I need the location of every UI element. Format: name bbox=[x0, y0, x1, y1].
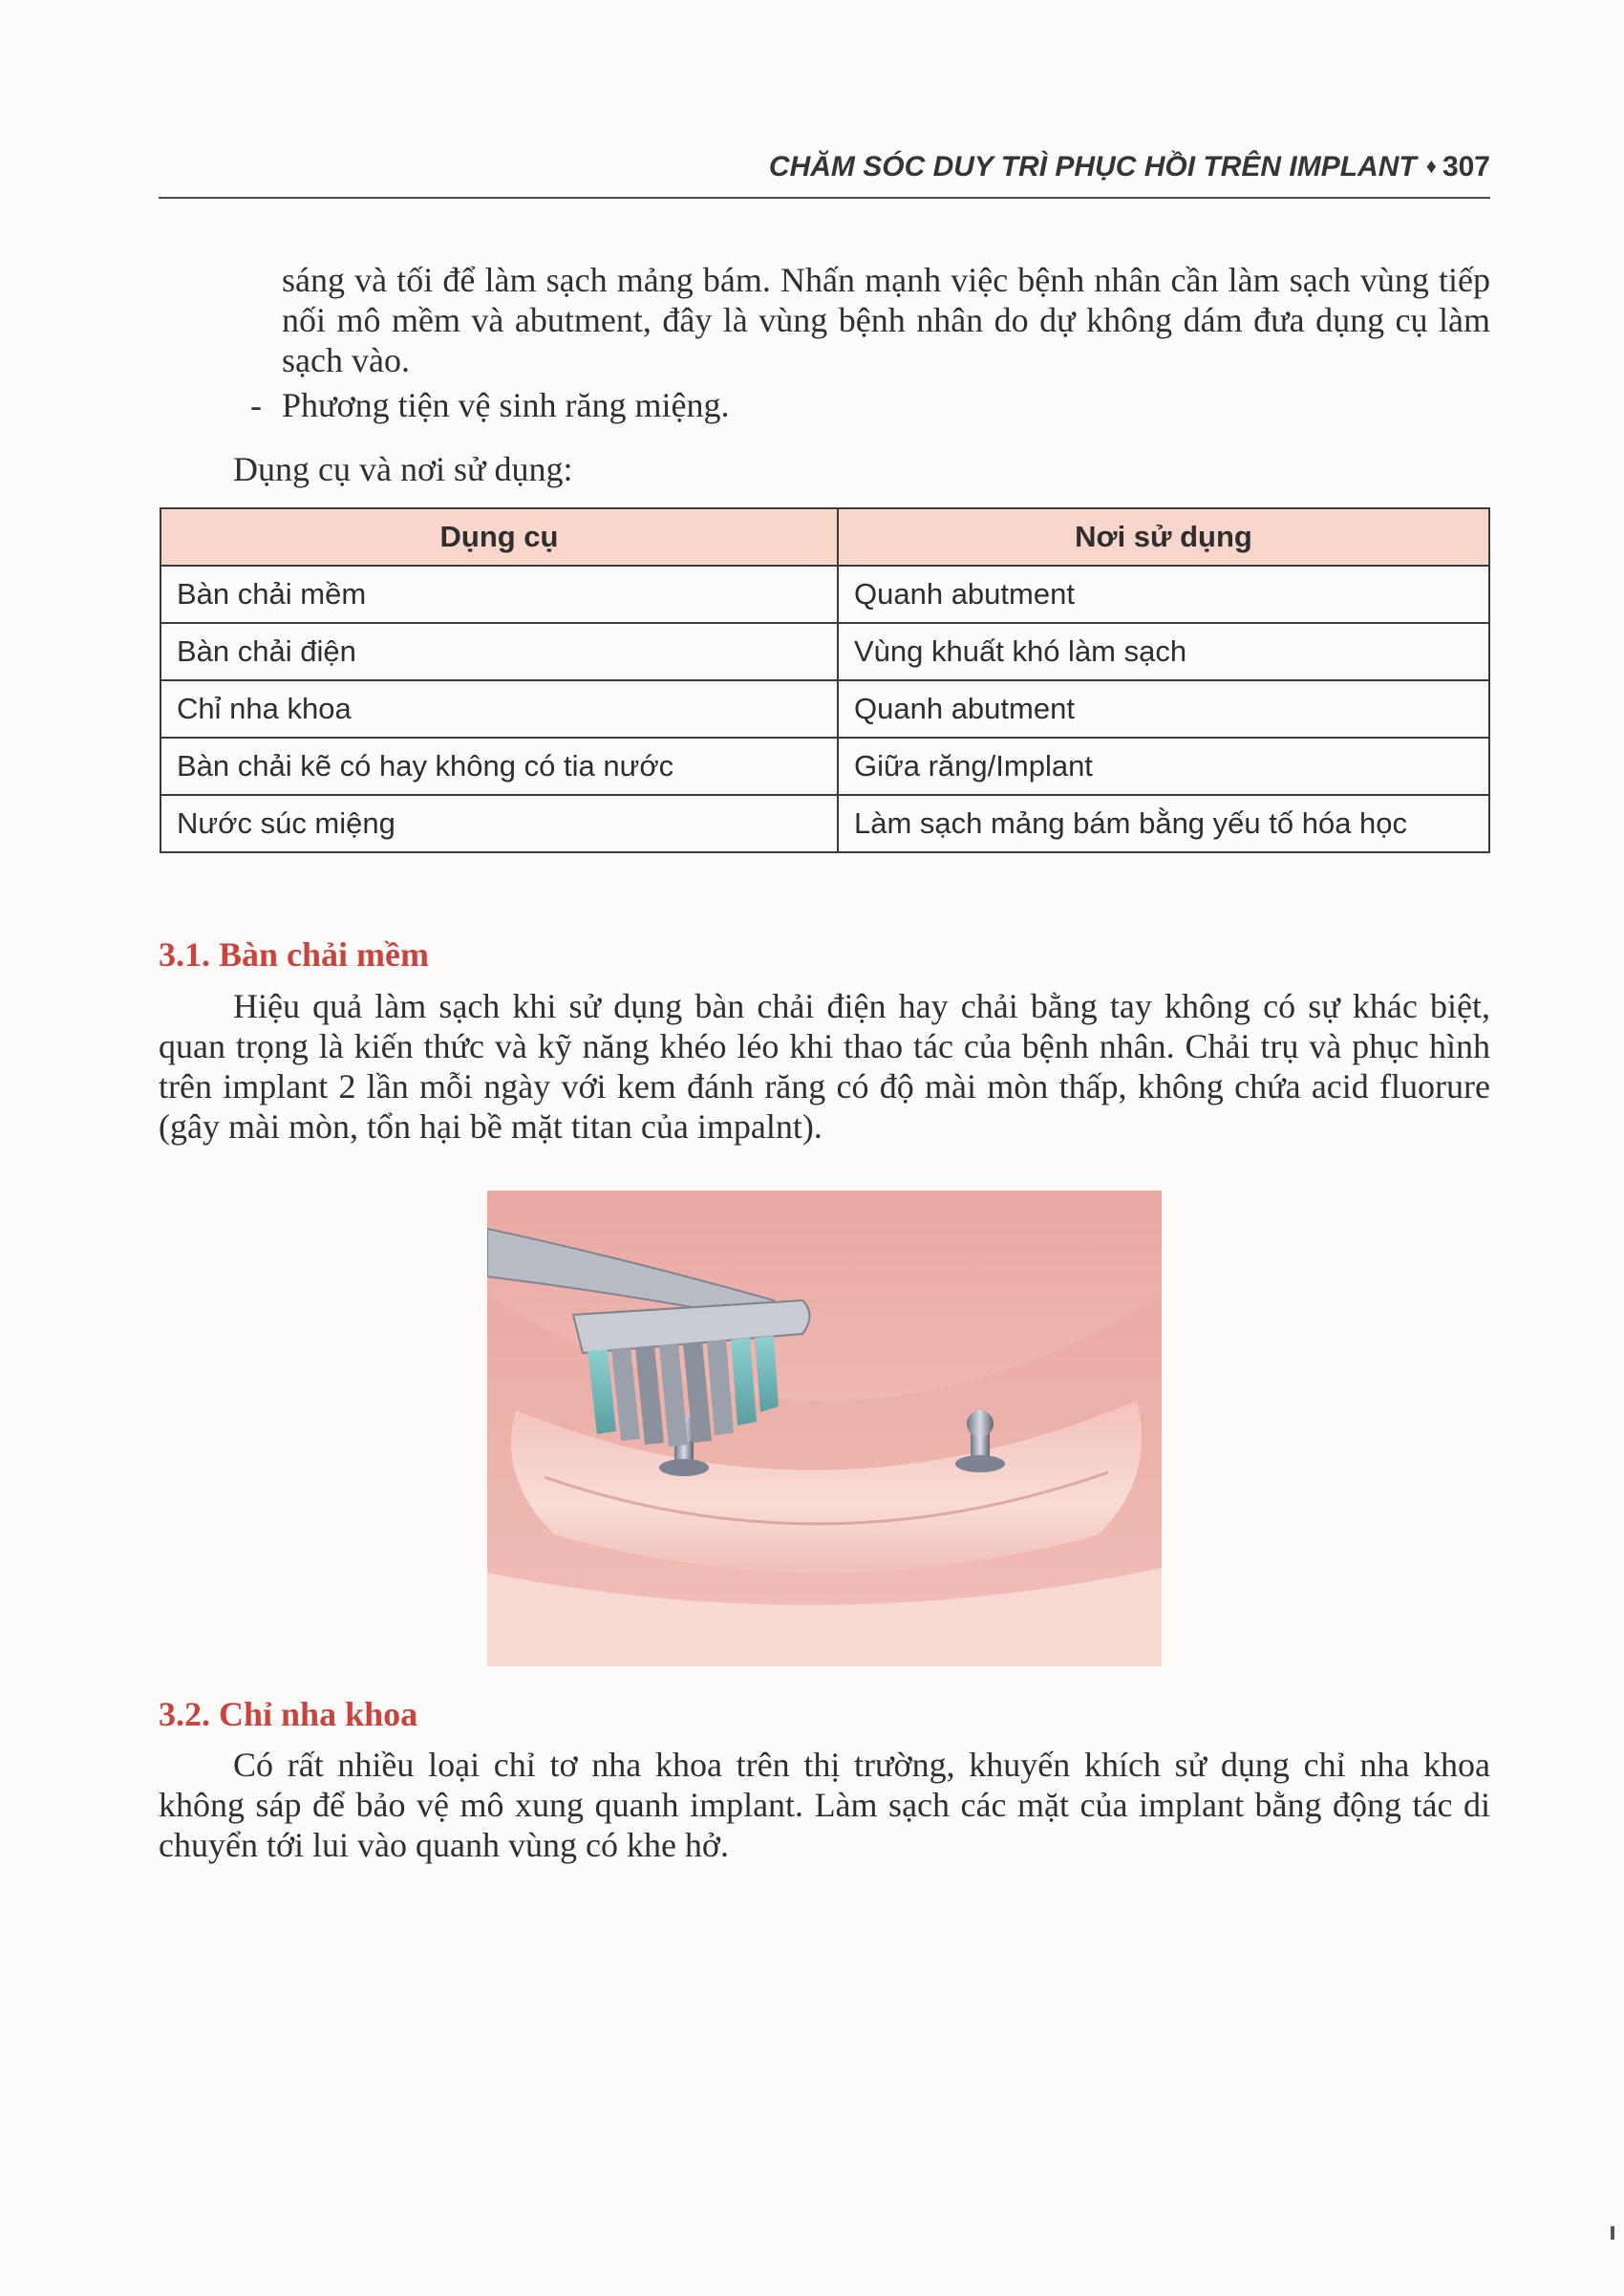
table-cell-usage: Quanh abutment bbox=[838, 680, 1489, 738]
bullet-text: Phương tiện vệ sinh răng miệng. bbox=[282, 386, 730, 424]
table-cell-usage: Giữa răng/Implant bbox=[838, 738, 1489, 795]
table-label: Dụng cụ và nơi sử dụng: bbox=[233, 450, 573, 488]
section-heading-3-2: 3.2. Chỉ nha khoa bbox=[159, 1695, 418, 1733]
running-head bbox=[159, 151, 1490, 199]
toothbrush-implant-figure bbox=[487, 1191, 1162, 1666]
table-cell-tool: Bàn chải kẽ có hay không có tia nước bbox=[160, 738, 838, 795]
header-usage: Nơi sử dụng bbox=[838, 508, 1489, 566]
dash-marker: - bbox=[250, 386, 262, 424]
section-3-1-body: Hiệu quả làm sạch khi sử dụng bàn chải điện hay chải bằng tay không có sự khác biệt, quan trọng là kiến thức và kỹ năng khéo léo khi thao tác của bệnh nhân. Chải trụ và phục hình trên implant 2 lần mỗi ngày với kem đánh răng có độ mài mòn thấp, không chứa acid fluorure (gây mài mòn, tổn hại bề mặt titan của impalnt). bbox=[159, 987, 1490, 1146]
table-cell-usage: Quanh abutment bbox=[838, 566, 1489, 623]
bullet-item bbox=[250, 385, 1301, 425]
toothbrush-on-implant-illustration-icon bbox=[487, 1191, 1162, 1666]
table-cell-tool: Chỉ nha khoa bbox=[160, 680, 838, 738]
running-head-title: CHĂM SÓC DUY TRÌ PHỤC HỒI TRÊN IMPLANT bbox=[768, 151, 1417, 182]
table-row bbox=[160, 738, 1489, 795]
intro-continuation: sáng và tối để làm sạch mảng bám. Nhấn mạnh việc bệnh nhân cần làm sạch vùng tiếp nối mô mềm và abutment, đây là vùng bệnh nhân do dự không dám đưa dụng cụ làm sạch vào. bbox=[282, 261, 1490, 379]
table-cell-usage: Vùng khuất khó làm sạch bbox=[838, 623, 1489, 680]
table-row bbox=[160, 795, 1489, 852]
page-number: 307 bbox=[1442, 151, 1490, 182]
table-row bbox=[160, 566, 1489, 623]
table-cell-tool: Bàn chải mềm bbox=[160, 566, 838, 623]
section-3-2-body: Có rất nhiều loại chỉ tơ nha khoa trên thị trường, khuyến khích sử dụng chỉ nha khoa không sáp để bảo vệ mô xung quanh implant. Làm sạch các mặt của implant bằng động tác di chuyển tới lui vào quanh vùng có khe hở. bbox=[159, 1746, 1490, 1864]
table-row bbox=[160, 623, 1489, 680]
table-header-row bbox=[160, 508, 1489, 566]
tools-table bbox=[160, 507, 1490, 853]
section-heading-3-1: 3.1. Bàn chải mềm bbox=[159, 935, 429, 974]
table-cell-tool: Bàn chải điện bbox=[160, 623, 838, 680]
table-row bbox=[160, 680, 1489, 738]
diamond-separator-icon: ♦ bbox=[1425, 154, 1437, 178]
table-cell-usage: Làm sạch mảng bám bằng yếu tố hóa học bbox=[838, 795, 1489, 852]
header-tool: Dụng cụ bbox=[160, 508, 838, 566]
scan-edge-mark bbox=[1611, 2226, 1614, 2240]
table-cell-tool: Nước súc miệng bbox=[160, 795, 838, 852]
